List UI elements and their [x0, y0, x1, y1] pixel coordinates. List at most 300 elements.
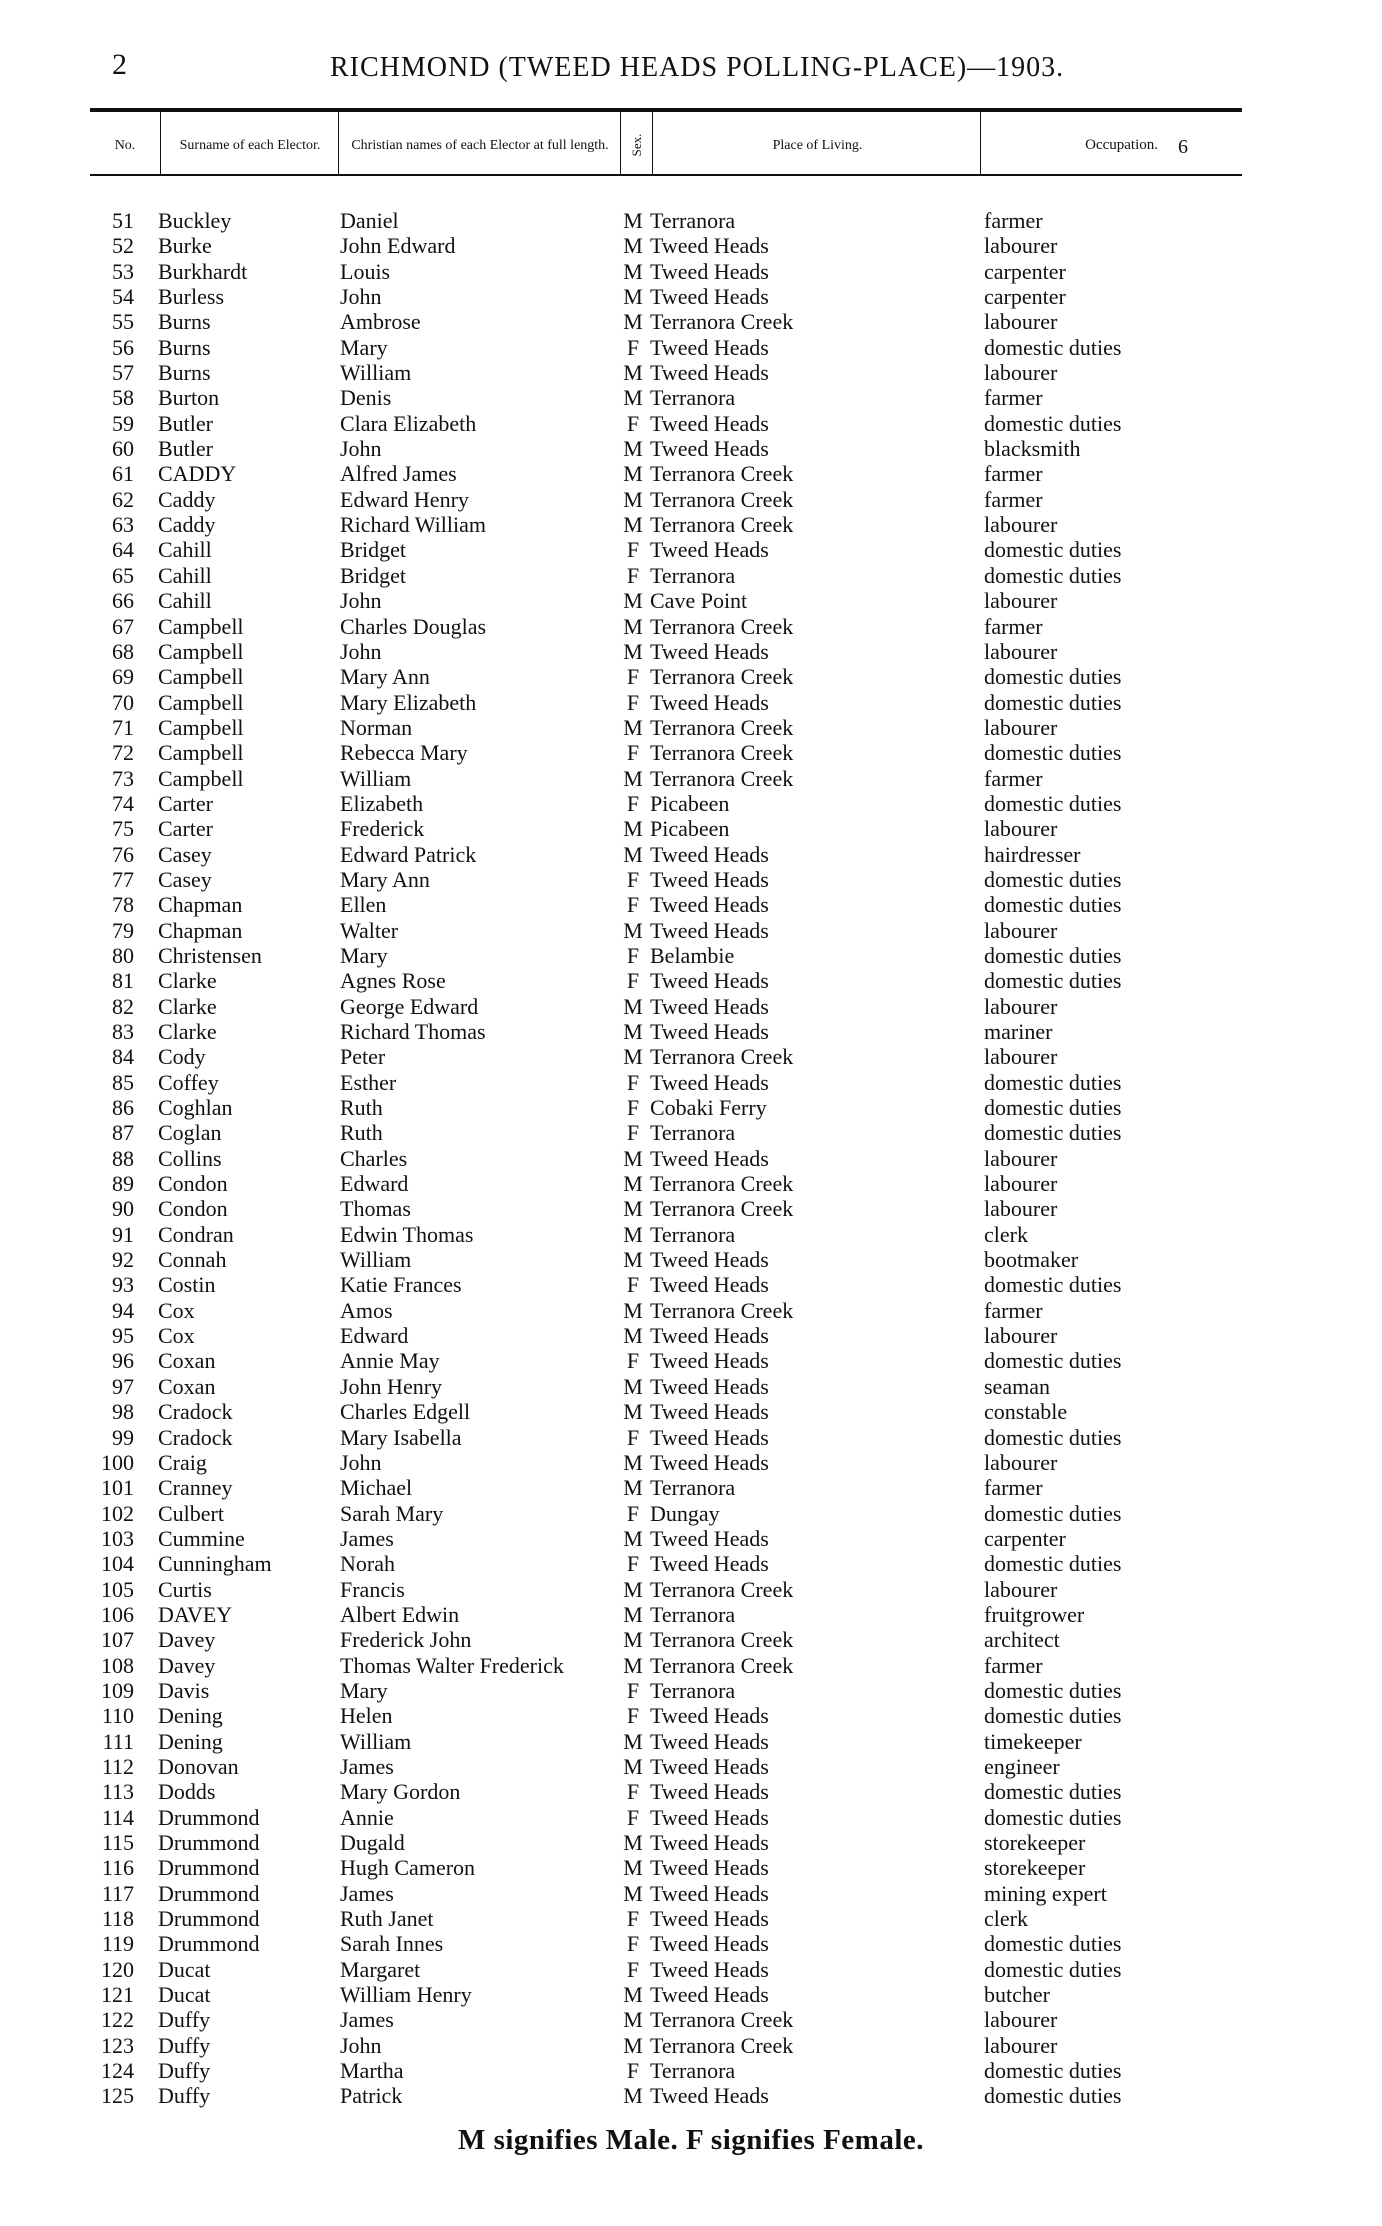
- elector-number: 119: [101, 1931, 134, 1957]
- occupation: farmer: [984, 461, 1043, 487]
- sex: M: [623, 1247, 643, 1273]
- occupation: engineer: [984, 1753, 1060, 1779]
- table-row: [0, 588, 1382, 613]
- place-of-living: Terranora: [650, 1601, 736, 1627]
- place-of-living: Tweed Heads: [650, 334, 769, 360]
- sex: F: [626, 1906, 640, 1932]
- table-row: [0, 1247, 1382, 1272]
- place-of-living: Tweed Heads: [650, 968, 769, 994]
- surname: Cox: [158, 1297, 195, 1323]
- table-row: [0, 2033, 1382, 2058]
- sex: M: [623, 436, 643, 462]
- elector-number: 80: [112, 942, 134, 968]
- place-of-living: Tweed Heads: [650, 866, 769, 892]
- occupation: domestic duties: [984, 664, 1122, 690]
- christian-names: Richard Thomas: [340, 1019, 486, 1044]
- header-top-rule: [90, 108, 1242, 112]
- table-row: [0, 791, 1382, 816]
- place-of-living: Tweed Heads: [650, 1247, 769, 1273]
- elector-number: 60: [112, 436, 134, 462]
- christian-names: Mary Isabella: [340, 1424, 462, 1450]
- christian-names: Esther: [340, 1069, 397, 1095]
- surname: Drummond: [158, 1931, 260, 1957]
- surname: Dodds: [158, 1779, 216, 1805]
- occupation: domestic duties: [984, 410, 1122, 436]
- christian-names: Edward Henry: [340, 486, 469, 512]
- table-row: [0, 1779, 1382, 1804]
- surname: Campbell: [158, 664, 244, 690]
- table-row: [0, 968, 1382, 993]
- sex: F: [626, 1120, 640, 1146]
- place-of-living: Tweed Heads: [650, 1880, 769, 1906]
- sex-legend-footer: M signifies Male. F signifies Female.: [457, 2124, 925, 2156]
- surname: Campbell: [158, 613, 244, 639]
- surname: Condon: [158, 1196, 228, 1222]
- place-of-living: Terranora Creek: [650, 2007, 794, 2033]
- christian-names: Bridget: [340, 537, 406, 563]
- elector-number: 55: [112, 309, 134, 335]
- occupation: domestic duties: [984, 1956, 1122, 1982]
- occupation: labourer: [984, 512, 1058, 538]
- table-row: [0, 943, 1382, 968]
- place-of-living: Terranora Creek: [650, 1196, 794, 1222]
- table-row: [0, 1425, 1382, 1450]
- place-of-living: Tweed Heads: [650, 1982, 769, 2008]
- occupation: blacksmith: [984, 436, 1081, 462]
- place-of-living: Terranora Creek: [650, 613, 794, 639]
- christian-names: Mary Ann: [340, 664, 430, 690]
- place-of-living: Tweed Heads: [650, 436, 769, 462]
- surname: Caddy: [158, 512, 216, 538]
- elector-number: 52: [112, 233, 134, 259]
- table-row: [0, 1678, 1382, 1703]
- occupation: domestic duties: [984, 1095, 1122, 1121]
- table-row: [0, 1298, 1382, 1323]
- table-row: [0, 1501, 1382, 1526]
- table-row: [0, 1450, 1382, 1475]
- surname: Campbell: [158, 714, 244, 740]
- sex: F: [626, 334, 640, 360]
- occupation: farmer: [984, 1475, 1043, 1501]
- sex: M: [623, 360, 643, 386]
- surname: Dening: [158, 1728, 223, 1754]
- elector-number: 97: [112, 1373, 134, 1399]
- table-row: [0, 1070, 1382, 1095]
- christian-names: Richard William: [340, 512, 486, 538]
- table-row: [0, 1957, 1382, 1982]
- sex: F: [626, 942, 640, 968]
- occupation: farmer: [984, 208, 1043, 233]
- occupation: domestic duties: [984, 1779, 1122, 1805]
- sex: M: [623, 1753, 643, 1779]
- elector-number: 85: [112, 1069, 134, 1095]
- place-of-living: Terranora: [650, 385, 736, 411]
- sex: F: [626, 1500, 640, 1526]
- occupation: carpenter: [984, 284, 1066, 310]
- elector-number: 114: [101, 1804, 134, 1830]
- elector-number: 67: [112, 613, 134, 639]
- surname: Carter: [158, 816, 213, 842]
- sex: M: [623, 258, 643, 284]
- elector-number: 81: [112, 968, 134, 994]
- sex: M: [623, 917, 643, 943]
- header-divider: [338, 112, 339, 174]
- table-row: [0, 1754, 1382, 1779]
- christian-names: James: [340, 1525, 394, 1551]
- table-row: [0, 1602, 1382, 1627]
- surname: Cummine: [158, 1525, 245, 1551]
- page-title: RICHMOND (TWEED HEADS POLLING-PLACE)—1903.: [330, 52, 1065, 83]
- christian-names: James: [340, 1753, 394, 1779]
- table-row: [0, 284, 1382, 309]
- surname: Burton: [158, 385, 220, 411]
- surname: Cahill: [158, 562, 212, 588]
- occupation: domestic duties: [984, 334, 1122, 360]
- place-of-living: Tweed Heads: [650, 1323, 769, 1349]
- sex: M: [623, 1044, 643, 1070]
- surname: Chapman: [158, 917, 243, 943]
- table-row: [0, 1222, 1382, 1247]
- table-row: [0, 1982, 1382, 2007]
- elector-number: 76: [112, 841, 134, 867]
- sex: F: [626, 664, 640, 690]
- surname: Coglan: [158, 1120, 222, 1146]
- christian-names: Edwin Thomas: [340, 1221, 474, 1247]
- elector-number: 56: [112, 334, 134, 360]
- place-of-living: Terranora Creek: [650, 2032, 794, 2058]
- surname: Craig: [158, 1449, 207, 1475]
- elector-number: 82: [112, 993, 134, 1019]
- sex: M: [623, 1576, 643, 1602]
- elector-number: 77: [112, 866, 134, 892]
- christian-names: Helen: [340, 1703, 393, 1729]
- occupation: labourer: [984, 714, 1058, 740]
- sex: M: [623, 588, 643, 614]
- surname: DAVEY: [158, 1601, 233, 1627]
- table-row: [0, 1881, 1382, 1906]
- sex: M: [623, 1880, 643, 1906]
- christian-names: Mary: [340, 334, 388, 360]
- christian-names: John: [340, 284, 382, 310]
- surname: Collins: [158, 1145, 222, 1171]
- sex: M: [623, 1373, 643, 1399]
- occupation: domestic duties: [984, 537, 1122, 563]
- occupation: farmer: [984, 1652, 1043, 1678]
- elector-number: 111: [102, 1728, 134, 1754]
- elector-number: 68: [112, 638, 134, 664]
- elector-number: 123: [101, 2032, 134, 2058]
- table-row: [0, 487, 1382, 512]
- elector-number: 109: [101, 1677, 134, 1703]
- sex: F: [626, 1703, 640, 1729]
- place-of-living: Cobaki Ferry: [650, 1095, 767, 1121]
- table-row: [0, 1703, 1382, 1728]
- header-occupation: Occupation.: [1085, 136, 1158, 153]
- sex: F: [626, 689, 640, 715]
- table-row: [0, 563, 1382, 588]
- occupation: domestic duties: [984, 1931, 1122, 1957]
- christian-names: Bridget: [340, 562, 406, 588]
- sex: F: [626, 866, 640, 892]
- occupation: labourer: [984, 1196, 1058, 1222]
- header-bottom-rule: [90, 174, 1242, 176]
- occupation: domestic duties: [984, 968, 1122, 994]
- elector-number: 92: [112, 1247, 134, 1273]
- surname: Davis: [158, 1677, 210, 1703]
- sex: M: [623, 2032, 643, 2058]
- sex: F: [626, 790, 640, 816]
- place-of-living: Terranora Creek: [650, 1171, 794, 1197]
- occupation: labourer: [984, 588, 1058, 614]
- sex: M: [623, 1652, 643, 1678]
- table-row: [0, 1855, 1382, 1880]
- table-row: [0, 411, 1382, 436]
- elector-number: 69: [112, 664, 134, 690]
- sex: M: [623, 1627, 643, 1653]
- sex: F: [626, 892, 640, 918]
- table-row: [0, 461, 1382, 486]
- surname: Culbert: [158, 1500, 224, 1526]
- surname: Drummond: [158, 1830, 260, 1855]
- christian-names: Thomas Walter Frederick: [340, 1652, 564, 1678]
- christian-names: Amos: [340, 1297, 393, 1323]
- surname: Drummond: [158, 1855, 260, 1881]
- place-of-living: Terranora Creek: [650, 1044, 794, 1070]
- elector-number: 84: [112, 1044, 134, 1070]
- place-of-living: Tweed Heads: [650, 1069, 769, 1095]
- place-of-living: Terranora: [650, 1221, 736, 1247]
- table-row: [0, 1653, 1382, 1678]
- table-row: [0, 537, 1382, 562]
- sex: M: [623, 993, 643, 1019]
- occupation: domestic duties: [984, 1677, 1122, 1703]
- christian-names: William: [340, 765, 412, 791]
- header-no: No.: [114, 137, 136, 153]
- surname: Burke: [158, 233, 212, 259]
- christian-names: Sarah Innes: [340, 1931, 444, 1957]
- sex: M: [623, 284, 643, 310]
- occupation: bootmaker: [984, 1247, 1079, 1273]
- christian-names: Dugald: [340, 1830, 405, 1855]
- sex: M: [623, 816, 643, 842]
- elector-number: 118: [101, 1906, 134, 1932]
- christian-names: Thomas: [340, 1196, 411, 1222]
- header-christian-names: Christian names of each Elector at full length.: [351, 137, 609, 153]
- elector-number: 91: [112, 1221, 134, 1247]
- place-of-living: Terranora: [650, 208, 736, 233]
- elector-number: 122: [101, 2007, 134, 2033]
- occupation: domestic duties: [984, 1272, 1122, 1298]
- christian-names: Alfred James: [340, 461, 457, 487]
- place-of-living: Tweed Heads: [650, 284, 769, 310]
- christian-names: Francis: [340, 1576, 405, 1602]
- elector-number: 90: [112, 1196, 134, 1222]
- christian-names: Ellen: [340, 892, 387, 918]
- place-of-living: Tweed Heads: [650, 258, 769, 284]
- christian-names: Mary Gordon: [340, 1779, 461, 1805]
- place-of-living: Terranora Creek: [650, 765, 794, 791]
- table-row: [0, 2083, 1382, 2108]
- header-place-of-living: Place of Living.: [772, 137, 863, 153]
- surname: Burns: [158, 309, 211, 335]
- occupation: domestic duties: [984, 740, 1122, 766]
- elector-number: 79: [112, 917, 134, 943]
- occupation: architect: [984, 1627, 1060, 1653]
- elector-number: 110: [101, 1703, 134, 1729]
- surname: Clarke: [158, 1019, 217, 1044]
- surname: Coffey: [158, 1069, 219, 1095]
- elector-number: 100: [101, 1449, 134, 1475]
- sex: M: [623, 233, 643, 259]
- occupation: labourer: [984, 1145, 1058, 1171]
- elector-number: 89: [112, 1171, 134, 1197]
- christian-names: John Edward: [340, 233, 456, 259]
- sex: M: [623, 1221, 643, 1247]
- surname: Condon: [158, 1171, 228, 1197]
- surname: Campbell: [158, 638, 244, 664]
- christian-names: John: [340, 588, 382, 614]
- table-row: [0, 842, 1382, 867]
- sex: M: [623, 1019, 643, 1044]
- elector-number: 107: [101, 1627, 134, 1653]
- sex: M: [623, 1728, 643, 1754]
- surname: Butler: [158, 436, 213, 462]
- surname: Duffy: [158, 2032, 211, 2058]
- table-row: [0, 892, 1382, 917]
- sex: M: [623, 841, 643, 867]
- christian-names: John: [340, 1449, 382, 1475]
- christian-names: Edward: [340, 1171, 409, 1197]
- occupation: domestic duties: [984, 942, 1122, 968]
- surname: Buckley: [158, 208, 232, 233]
- christian-names: John: [340, 436, 382, 462]
- surname: Carter: [158, 790, 213, 816]
- surname: Coghlan: [158, 1095, 233, 1121]
- sex: M: [623, 512, 643, 538]
- sex: M: [623, 1145, 643, 1171]
- table-row: [0, 1323, 1382, 1348]
- place-of-living: Terranora: [650, 1120, 736, 1146]
- surname: Christensen: [158, 942, 262, 968]
- elector-number: 57: [112, 360, 134, 386]
- place-of-living: Terranora Creek: [650, 512, 794, 538]
- christian-names: Elizabeth: [340, 790, 424, 816]
- christian-names: James: [340, 2007, 394, 2033]
- table-row: [0, 360, 1382, 385]
- occupation-mark: 6: [1178, 136, 1188, 158]
- elector-number: 61: [112, 461, 134, 487]
- occupation: labourer: [984, 1323, 1058, 1349]
- occupation: storekeeper: [984, 1830, 1086, 1855]
- elector-number: 112: [101, 1753, 134, 1779]
- table-row: [0, 385, 1382, 410]
- surname: Donovan: [158, 1753, 239, 1779]
- surname: CADDY: [158, 461, 237, 487]
- occupation: labourer: [984, 638, 1058, 664]
- sex: F: [626, 740, 640, 766]
- occupation: farmer: [984, 613, 1043, 639]
- table-row: [0, 1095, 1382, 1120]
- place-of-living: Tweed Heads: [650, 1272, 769, 1298]
- place-of-living: Tweed Heads: [650, 689, 769, 715]
- place-of-living: Tweed Heads: [650, 1424, 769, 1450]
- table-row: [0, 867, 1382, 892]
- header-divider: [160, 112, 161, 174]
- christian-names: Edward: [340, 1323, 409, 1349]
- occupation: farmer: [984, 1297, 1043, 1323]
- elector-number: 113: [101, 1779, 134, 1805]
- sex: M: [623, 1297, 643, 1323]
- elector-number: 99: [112, 1424, 134, 1450]
- sex: F: [626, 1804, 640, 1830]
- place-of-living: Tweed Heads: [650, 841, 769, 867]
- occupation: domestic duties: [984, 2083, 1122, 2109]
- elector-number: 101: [101, 1475, 134, 1501]
- christian-names: Ruth: [340, 1095, 383, 1121]
- elector-number: 116: [101, 1855, 134, 1881]
- elector-number: 66: [112, 588, 134, 614]
- christian-names: William Henry: [340, 1982, 472, 2008]
- surname: Cox: [158, 1323, 195, 1349]
- elector-number: 63: [112, 512, 134, 538]
- surname: Davey: [158, 1627, 216, 1653]
- occupation: labourer: [984, 360, 1058, 386]
- christian-names: Charles Douglas: [340, 613, 487, 639]
- place-of-living: Tweed Heads: [650, 1019, 769, 1044]
- place-of-living: Terranora Creek: [650, 1652, 794, 1678]
- sex: M: [623, 1855, 643, 1881]
- occupation: labourer: [984, 917, 1058, 943]
- elector-number: 103: [101, 1525, 134, 1551]
- table-row: [0, 918, 1382, 943]
- surname: Cunningham: [158, 1551, 272, 1577]
- sex: F: [626, 1095, 640, 1121]
- sex: F: [626, 1348, 640, 1374]
- surname: Cahill: [158, 588, 212, 614]
- place-of-living: Terranora Creek: [650, 740, 794, 766]
- surname: Duffy: [158, 2058, 211, 2084]
- sex: M: [623, 208, 643, 233]
- place-of-living: Terranora Creek: [650, 1297, 794, 1323]
- sex: M: [623, 1830, 643, 1855]
- place-of-living: Tweed Heads: [650, 1449, 769, 1475]
- occupation: storekeeper: [984, 1855, 1086, 1881]
- christian-names: Edward Patrick: [340, 841, 477, 867]
- place-of-living: Tweed Heads: [650, 1145, 769, 1171]
- surname: Ducat: [158, 1956, 211, 1982]
- occupation: hairdresser: [984, 841, 1081, 867]
- elector-number: 83: [112, 1019, 134, 1044]
- surname: Ducat: [158, 1982, 211, 2008]
- table-row: [0, 1146, 1382, 1171]
- place-of-living: Tweed Heads: [650, 1373, 769, 1399]
- sex: F: [626, 1956, 640, 1982]
- place-of-living: Terranora: [650, 562, 736, 588]
- occupation: labourer: [984, 1449, 1058, 1475]
- elector-number: 64: [112, 537, 134, 563]
- elector-number: 98: [112, 1399, 134, 1425]
- elector-number: 115: [101, 1830, 134, 1855]
- surname: Chapman: [158, 892, 243, 918]
- table-row: [0, 614, 1382, 639]
- sex: M: [623, 714, 643, 740]
- christian-names: Norman: [340, 714, 413, 740]
- occupation: domestic duties: [984, 562, 1122, 588]
- place-of-living: Tweed Heads: [650, 892, 769, 918]
- christian-names: Hugh Cameron: [340, 1855, 476, 1881]
- occupation: labourer: [984, 1171, 1058, 1197]
- surname: Coxan: [158, 1348, 216, 1374]
